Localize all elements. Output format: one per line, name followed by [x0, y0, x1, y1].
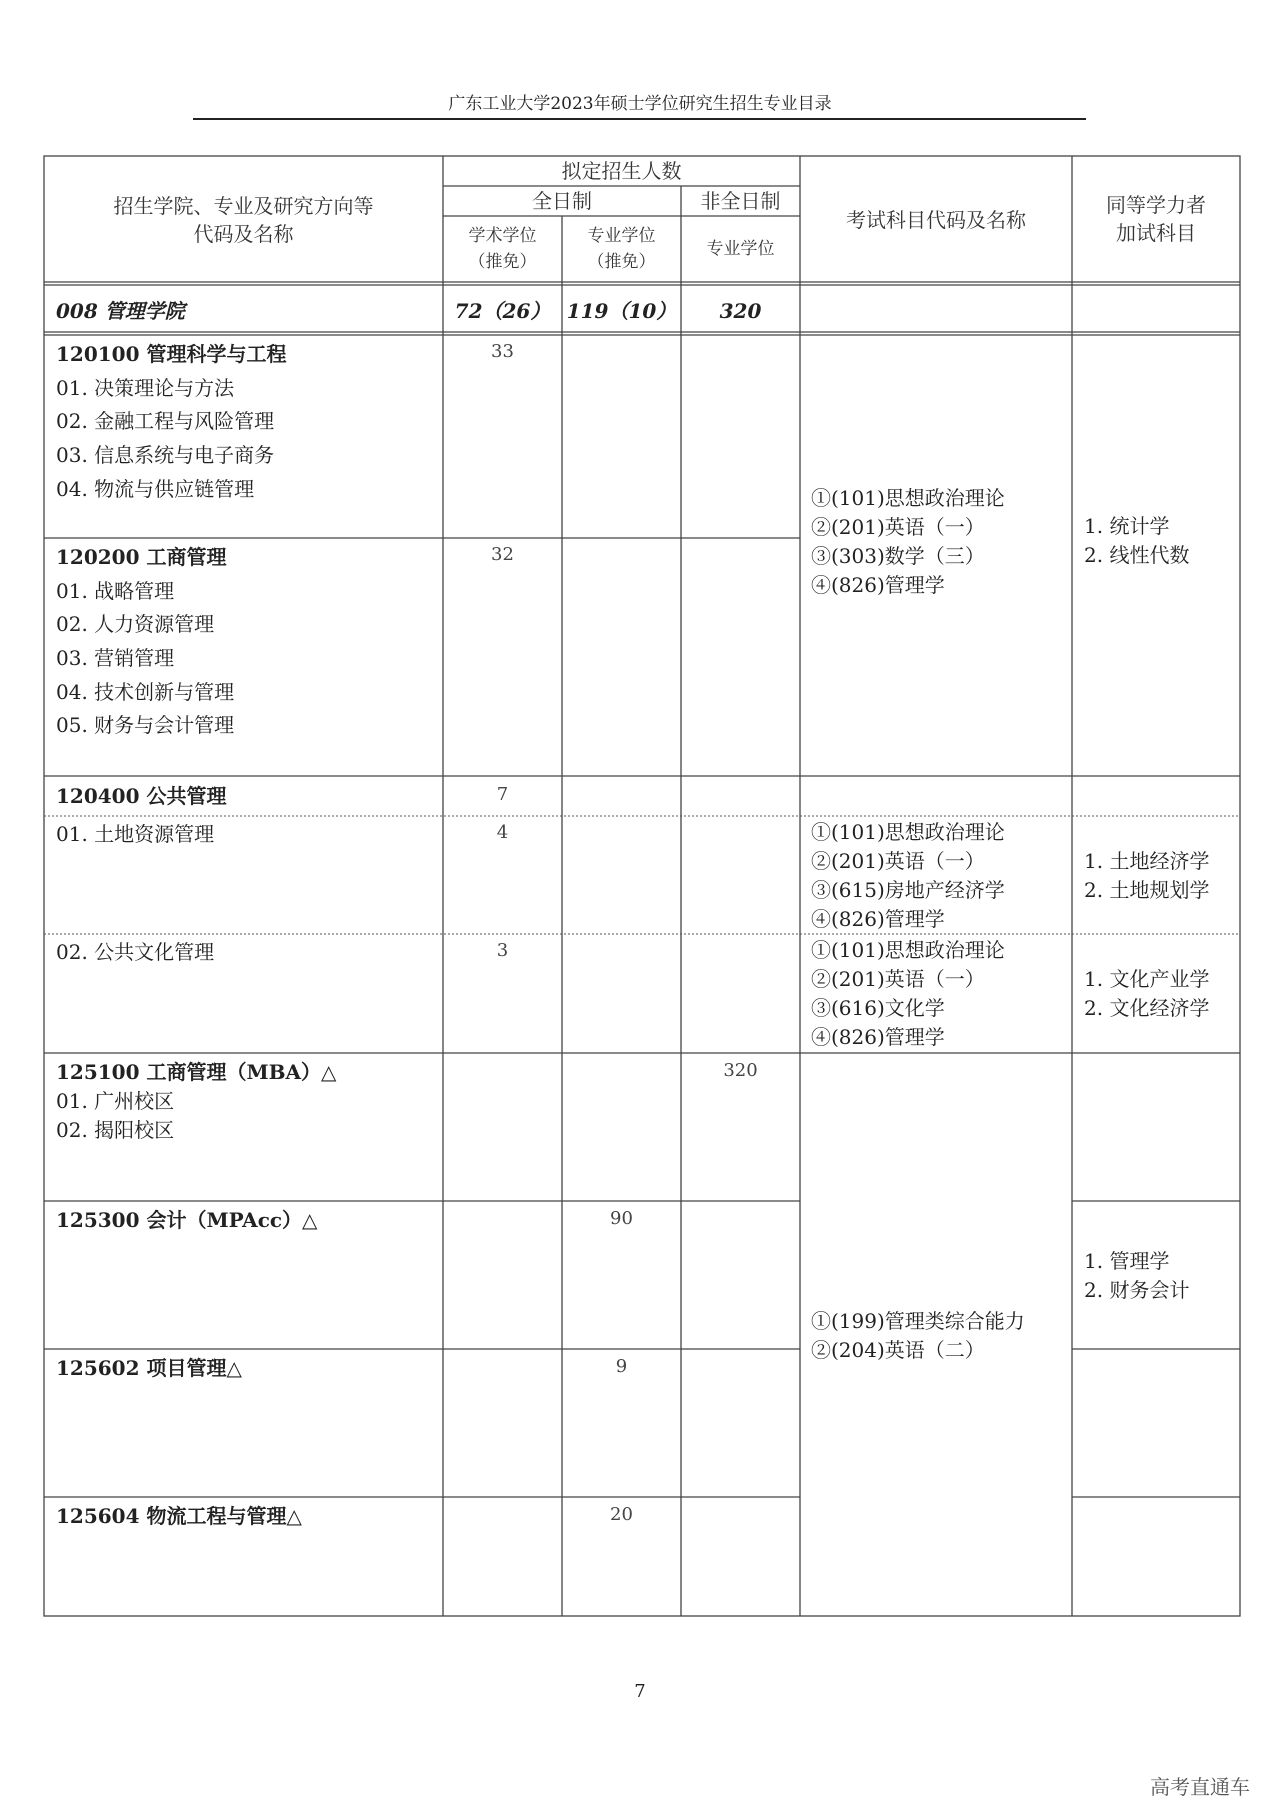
- extra-item: 2. 财务会计: [1084, 1278, 1190, 1302]
- extra-item: 1. 统计学: [1084, 514, 1170, 538]
- header-extra-line2: 加试科目: [1116, 221, 1196, 245]
- school-part-time: 320: [719, 299, 762, 323]
- exam-item: ④(826)管理学: [811, 573, 945, 597]
- header-exam: 考试科目代码及名称: [846, 208, 1026, 232]
- header-extra-line1: 同等学力者: [1106, 193, 1206, 217]
- school-professional: 119（10）: [566, 299, 677, 323]
- page-title: 广东工业大学2023年硕士学位研究生招生专业目录: [448, 94, 832, 114]
- major-code-name: 125100 工商管理（MBA）△: [56, 1060, 337, 1084]
- extra-item: 2. 土地规划学: [1084, 878, 1210, 902]
- header-name-line1: 招生学院、专业及研究方向等: [113, 194, 374, 218]
- header-part-time: 非全日制: [700, 189, 781, 213]
- extra-item: 1. 文化产业学: [1084, 967, 1210, 991]
- direction-item: 02. 人力资源管理: [56, 612, 215, 636]
- exam-item: ①(101)思想政治理论: [811, 486, 1005, 510]
- exam-subjects: [811, 1307, 1025, 1365]
- school-academic: 72（26）: [454, 299, 551, 323]
- header-full-time: 全日制: [532, 189, 592, 213]
- direction-item: 02. 揭阳校区: [56, 1118, 175, 1142]
- exam-item: ①(101)思想政治理论: [811, 820, 1005, 844]
- direction-item: 03. 信息系统与电子商务: [56, 443, 275, 467]
- header-professional-line1: 专业学位: [587, 226, 656, 246]
- direction-item: 01. 土地资源管理: [56, 822, 215, 846]
- watermark: 高考直通车: [1150, 1775, 1250, 1799]
- direction-item: 04. 物流与供应链管理: [56, 477, 255, 501]
- direction-item: 01. 决策理论与方法: [56, 376, 235, 400]
- direction-item: 05. 财务与会计管理: [56, 713, 235, 737]
- header-plan-count: 拟定招生人数: [561, 159, 682, 183]
- page-number: 7: [634, 1681, 646, 1702]
- exam-item: ②(201)英语（一）: [811, 849, 985, 873]
- extra-item: 1. 管理学: [1084, 1249, 1170, 1273]
- direction-item: 01. 广州校区: [56, 1089, 175, 1113]
- exam-item: ①(199)管理类综合能力: [811, 1309, 1025, 1333]
- professional-count: 90: [610, 1208, 633, 1229]
- exam-subjects: [811, 936, 1005, 1052]
- part-time-count: 320: [723, 1060, 758, 1081]
- extra-subjects: [1084, 512, 1189, 570]
- major-code-name: 125602 项目管理△: [56, 1356, 242, 1380]
- academic-count: 4: [496, 822, 509, 843]
- extra-item: 2. 文化经济学: [1084, 996, 1210, 1020]
- major-code-name: 120100 管理科学与工程: [56, 342, 287, 366]
- school-name: 008 管理学院: [56, 299, 185, 323]
- exam-item: ③(616)文化学: [811, 996, 945, 1020]
- major-code-name: 120200 工商管理: [56, 545, 227, 569]
- academic-count: 7: [496, 784, 509, 805]
- extra-item: 2. 线性代数: [1084, 543, 1190, 567]
- major-code-name: 125604 物流工程与管理△: [56, 1504, 302, 1528]
- direction-item: 03. 营销管理: [56, 646, 175, 670]
- exam-item: ①(101)思想政治理论: [811, 938, 1005, 962]
- exam-item: ②(201)英语（一）: [811, 967, 985, 991]
- academic-count: 33: [491, 341, 514, 362]
- extra-subjects: [1084, 1247, 1189, 1305]
- exam-item: ②(201)英语（一）: [811, 515, 985, 539]
- direction-item: 02. 金融工程与风险管理: [56, 409, 275, 433]
- major-code-name: 120400 公共管理: [56, 784, 227, 808]
- exam-subjects: [811, 484, 1005, 600]
- header-academic-line1: 学术学位: [468, 226, 537, 246]
- header-professional-line2: （推免）: [587, 252, 656, 272]
- header-academic-line2: （推免）: [468, 252, 537, 272]
- direction-item: 04. 技术创新与管理: [56, 680, 235, 704]
- major-code-name: 125300 会计（MPAcc）△: [56, 1208, 318, 1232]
- extra-item: 1. 土地经济学: [1084, 849, 1210, 873]
- extra-subjects: [1084, 965, 1209, 1023]
- direction-item: 02. 公共文化管理: [56, 940, 215, 964]
- extra-subjects: [1084, 847, 1209, 905]
- professional-count: 20: [610, 1504, 633, 1525]
- exam-subjects: [811, 818, 1005, 934]
- professional-count: 9: [615, 1356, 628, 1377]
- academic-count: 32: [491, 544, 514, 565]
- exam-item: ③(615)房地产经济学: [811, 878, 1005, 902]
- header-name-line2: 代码及名称: [193, 222, 294, 246]
- header-professional-pt: 专业学位: [706, 239, 775, 259]
- exam-item: ②(204)英语（二）: [811, 1338, 985, 1362]
- exam-item: ④(826)管理学: [811, 1025, 945, 1049]
- exam-item: ④(826)管理学: [811, 907, 945, 931]
- exam-item: ③(303)数学（三）: [811, 544, 985, 568]
- academic-count: 3: [496, 940, 509, 961]
- direction-item: 01. 战略管理: [56, 579, 175, 603]
